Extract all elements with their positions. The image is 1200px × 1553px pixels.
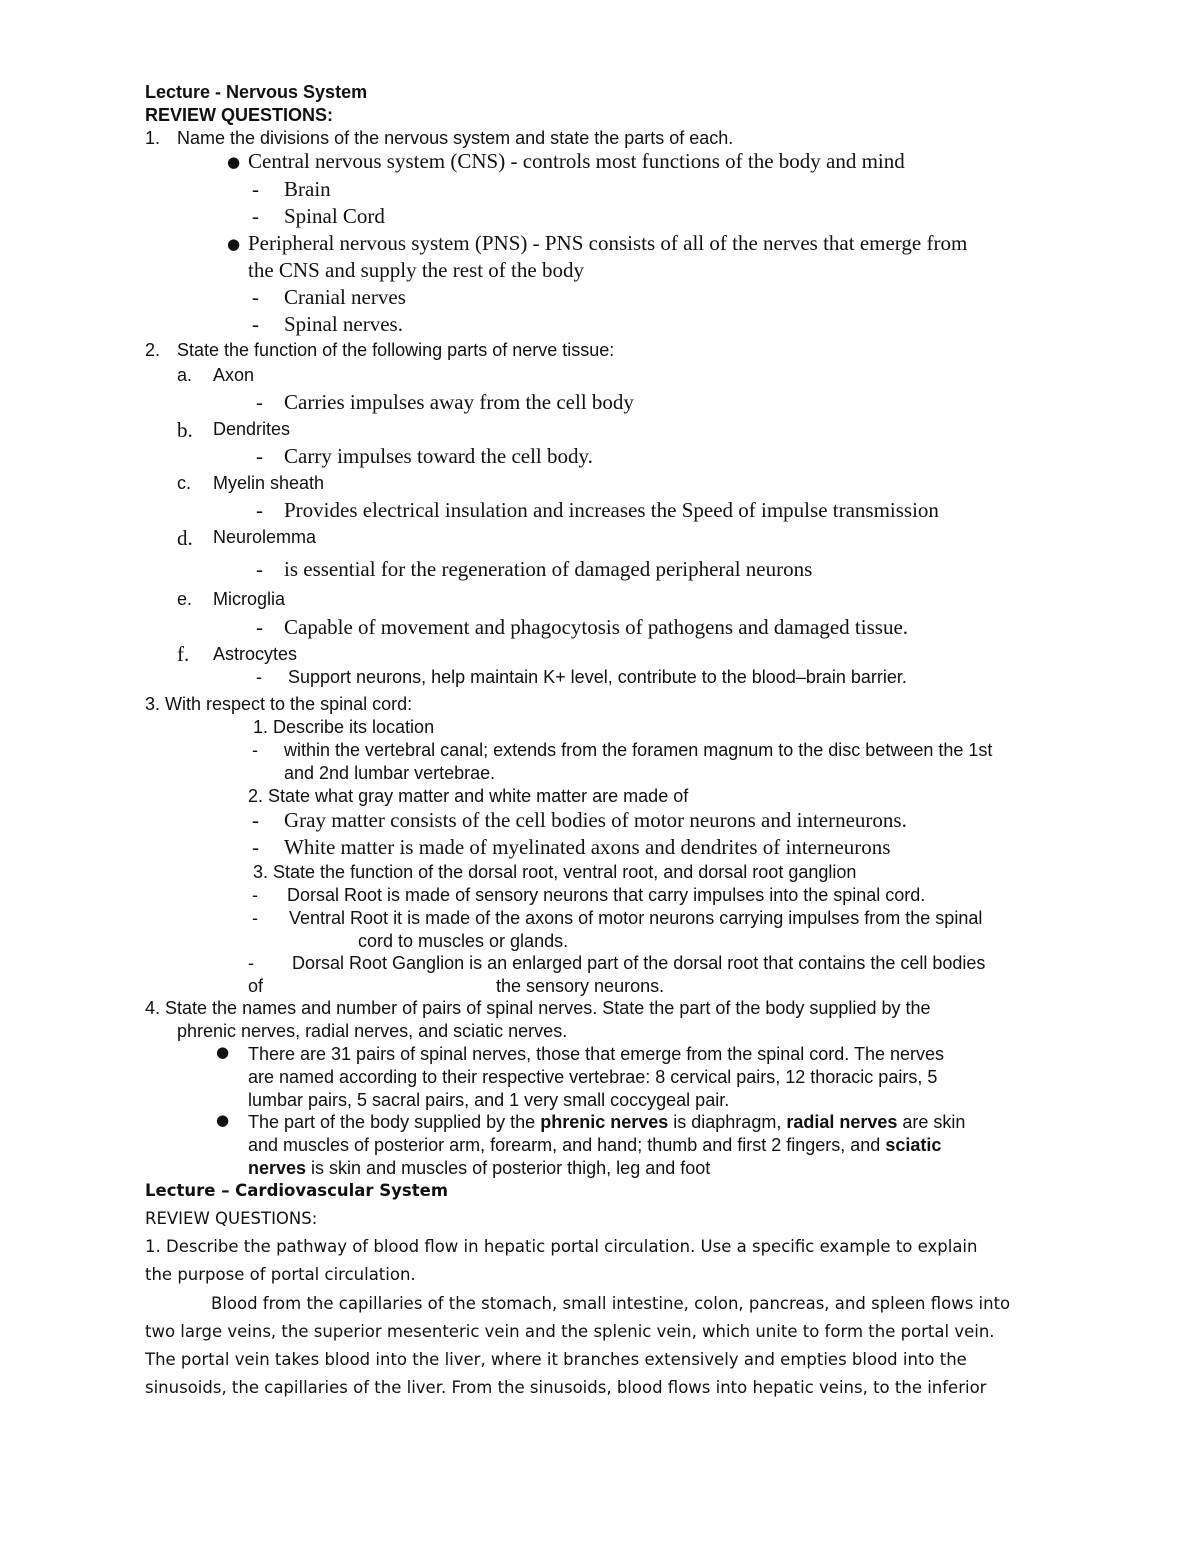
bullet-icon: ● bbox=[227, 235, 241, 253]
term-label: Astrocytes bbox=[213, 644, 298, 664]
dash-marker: - bbox=[256, 667, 262, 687]
sub-question: 1. Describe its location bbox=[253, 717, 435, 737]
question-text: State the function of the following parts of nerve tissue: bbox=[177, 340, 615, 360]
answer-text: Dorsal Root is made of sensory neurons that carry impulses into the spinal cord. bbox=[287, 885, 926, 905]
dash-marker: - bbox=[252, 285, 259, 309]
section-title-nervous: Lecture - Nervous System bbox=[145, 82, 368, 102]
section-title-cardio: Lecture – Cardiovascular System bbox=[145, 1181, 449, 1200]
term-label: Microglia bbox=[213, 589, 286, 609]
answer-text: lumbar pairs, 5 sacral pairs, and 1 very small coccygeal pair. bbox=[248, 1090, 730, 1110]
dash-marker: - bbox=[252, 835, 259, 859]
dash-marker: - bbox=[252, 204, 259, 228]
term-label: Myelin sheath bbox=[213, 473, 325, 493]
dash-marker: - bbox=[252, 808, 259, 832]
dash-marker: - bbox=[256, 444, 263, 468]
dash-marker: - bbox=[252, 740, 258, 760]
item-letter: b. bbox=[177, 418, 193, 442]
item-letter: f. bbox=[177, 642, 190, 666]
answer-paragraph: The portal vein takes blood into the liver, where it branches extensively and empties blood into the bbox=[145, 1350, 967, 1369]
dash-marker: - bbox=[256, 498, 263, 522]
dash-marker: - bbox=[252, 908, 258, 928]
question-text: Name the divisions of the nervous system and state the parts of each. bbox=[177, 128, 734, 148]
dash-marker: - bbox=[248, 953, 254, 973]
bullet-icon: ● bbox=[216, 1111, 230, 1129]
answer-text: Gray matter consists of the cell bodies of motor neurons and interneurons. bbox=[284, 808, 907, 832]
answer-text: The part of the body supplied by the phrenic nerves is diaphragm, radial nerves are skin bbox=[248, 1112, 966, 1132]
bullet-icon: ● bbox=[216, 1043, 230, 1061]
answer-text: nerves is skin and muscles of posterior thigh, leg and foot bbox=[248, 1158, 711, 1178]
term-description: Carries impulses away from the cell body bbox=[284, 390, 634, 414]
dash-marker: - bbox=[252, 885, 258, 905]
term-label: Dendrites bbox=[213, 419, 291, 439]
dash-marker: - bbox=[256, 557, 263, 581]
dash-marker: - bbox=[252, 177, 259, 201]
answer-text: within the vertebral canal; extends from the foramen magnum to the disc between the 1st bbox=[284, 740, 993, 760]
answer-text: cord to muscles or glands. bbox=[358, 931, 569, 951]
term-description: Capable of movement and phagocytosis of pathogens and damaged tissue. bbox=[284, 615, 909, 639]
item-letter: a. bbox=[177, 365, 193, 385]
question-text: 1. Describe the pathway of blood flow in hepatic portal circulation. Use a specific example to explain bbox=[145, 1237, 978, 1256]
question-text: phrenic nerves, radial nerves, and sciatic nerves. bbox=[177, 1021, 568, 1041]
sub-question: 2. State what gray matter and white matter are made of bbox=[248, 786, 689, 806]
item-letter: d. bbox=[177, 526, 193, 550]
term-description: is essential for the regeneration of damaged peripheral neurons bbox=[284, 557, 813, 581]
item-letter: e. bbox=[177, 589, 193, 609]
question-text: 3. With respect to the spinal cord: bbox=[145, 694, 413, 714]
answer-paragraph: Blood from the capillaries of the stomach, small intestine, colon, pancreas, and spleen flows into bbox=[211, 1294, 1011, 1313]
answer-paragraph: sinusoids, the capillaries of the liver. From the sinusoids, blood flows into hepatic veins, to the inferior bbox=[145, 1378, 987, 1397]
list-item: Spinal Cord bbox=[284, 204, 385, 228]
term-label: Neurolemma bbox=[213, 527, 317, 547]
list-item: Spinal nerves. bbox=[284, 312, 403, 336]
term-description: Provides electrical insulation and increases the Speed of impulse transmission bbox=[284, 498, 939, 522]
review-questions-heading: REVIEW QUESTIONS: bbox=[145, 105, 334, 125]
question-text: the purpose of portal circulation. bbox=[145, 1265, 416, 1284]
question-text: 4. State the names and number of pairs of spinal nerves. State the part of the body supplied by the bbox=[145, 998, 931, 1018]
answer-text: Ventral Root it is made of the axons of motor neurons carrying impulses from the spinal bbox=[289, 908, 983, 928]
sub-question: 3. State the function of the dorsal root, ventral root, and dorsal root ganglion bbox=[253, 862, 857, 882]
answer-text: and muscles of posterior arm, forearm, and hand; thumb and first 2 fingers, and sciatic bbox=[248, 1135, 942, 1155]
answer-text: There are 31 pairs of spinal nerves, those that emerge from the spinal cord. The nerves bbox=[248, 1044, 945, 1064]
bullet-icon: ● bbox=[227, 153, 241, 171]
answer-text: Dorsal Root Ganglion is an enlarged part of the dorsal root that contains the cell bodies bbox=[292, 953, 986, 973]
answer-text: Central nervous system (CNS) - controls most functions of the body and mind bbox=[248, 149, 905, 173]
term-label: Axon bbox=[213, 365, 255, 385]
answer-text: the CNS and supply the rest of the body bbox=[248, 258, 584, 282]
item-letter: c. bbox=[177, 473, 192, 493]
answer-text: of bbox=[248, 976, 264, 996]
dash-marker: - bbox=[256, 390, 263, 414]
answer-text: and 2nd lumbar vertebrae. bbox=[284, 763, 496, 783]
question-number: 2. bbox=[145, 340, 161, 360]
answer-paragraph: two large veins, the superior mesenteric vein and the splenic vein, which unite to form the portal vein. bbox=[145, 1322, 995, 1341]
dash-marker: - bbox=[256, 615, 263, 639]
answer-text: are named according to their respective vertebrae: 8 cervical pairs, 12 thoracic pairs, 5 bbox=[248, 1067, 938, 1087]
term-description: Carry impulses toward the cell body. bbox=[284, 444, 593, 468]
dash-marker: - bbox=[252, 312, 259, 336]
review-questions-heading: REVIEW QUESTIONS: bbox=[145, 1209, 318, 1228]
answer-text: White matter is made of myelinated axons and dendrites of interneurons bbox=[284, 835, 891, 859]
answer-text: Peripheral nervous system (PNS) - PNS consists of all of the nerves that emerge from bbox=[248, 231, 968, 255]
list-item: Cranial nerves bbox=[284, 285, 406, 309]
question-number: 1. bbox=[145, 128, 161, 148]
term-description: Support neurons, help maintain K+ level, contribute to the blood–brain barrier. bbox=[288, 667, 907, 687]
list-item: Brain bbox=[284, 177, 331, 201]
answer-text: the sensory neurons. bbox=[496, 976, 665, 996]
